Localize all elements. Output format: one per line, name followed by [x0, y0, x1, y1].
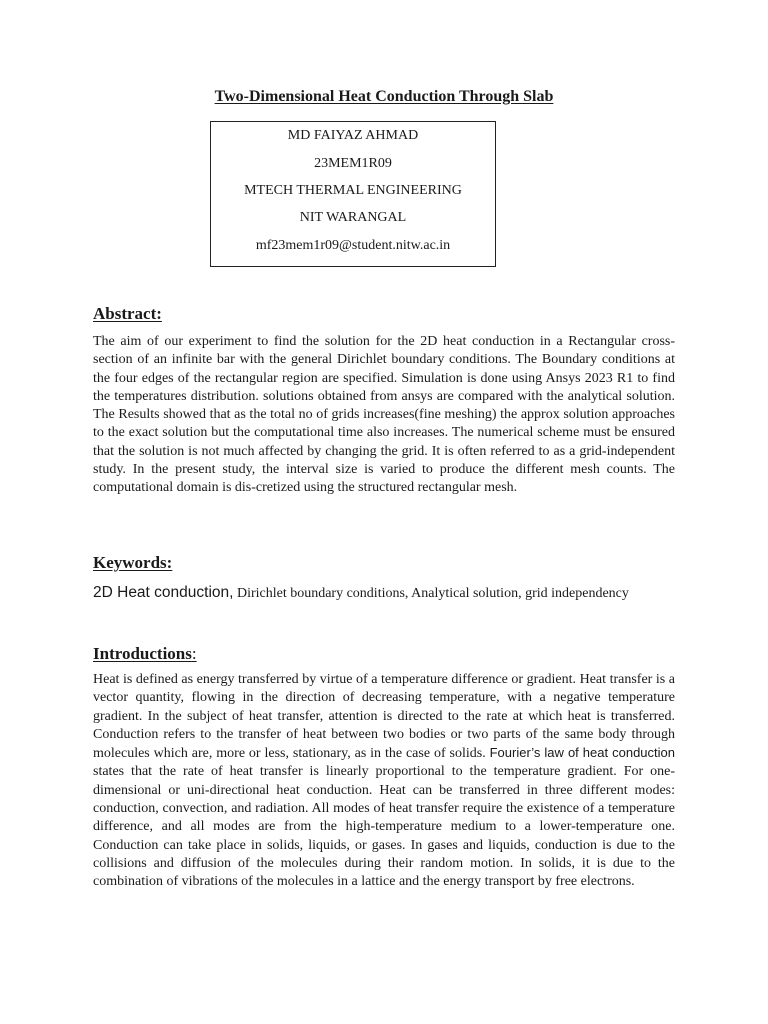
- author-program: MTECH THERMAL ENGINEERING: [244, 183, 462, 198]
- author-info-box: [210, 121, 496, 267]
- page-title: Two-Dimensional Heat Conduction Through Slab: [214, 88, 554, 105]
- abstract-heading: Abstract:: [93, 304, 162, 323]
- keywords-list: [93, 584, 693, 602]
- introduction-body-part1: Heat is defined as energy transferred by virtue of a temperature difference or gradient. Heat transfer is a vector quantity, flowing in the direction of decreasing temperature, with a negative temperature gradient. In the subject of heat transfer, attention is directed to the rate at which heat is transferred. Conduction refers to the transfer of heat between two bodies or two parts of the same body through molecules which are, more or less, stationary, as in the case of solids.: [93, 672, 675, 762]
- keywords-lead: 2D Heat conduction,: [93, 584, 234, 601]
- author-institute: NIT WARANGAL: [299, 210, 407, 225]
- introduction-heading-text: Introductions: [93, 644, 192, 663]
- keywords-rest: Dirichlet boundary conditions, Analytical solution, grid independency: [233, 586, 629, 601]
- author-name: MD FAIYAZ AHMAD: [287, 128, 419, 143]
- introduction-heading: [93, 644, 197, 664]
- introduction-heading-colon: :: [191, 644, 197, 663]
- keywords-heading: Keywords:: [93, 553, 173, 572]
- introduction-body: [93, 671, 675, 892]
- author-roll-number: 23MEM1R09: [314, 156, 392, 171]
- abstract-body: The aim of our experiment to find the solution for the 2D heat conduction in a Rectangular cross-section of an infinite bar with the general Dirichlet boundary conditions. The Boundary conditions at the four edges of the rectangular region are specified. Simulation is done using Ansys 2023 R1 to find the temperatures distribution. solutions obtained from ansys are compared with the analytical solution. The Results showed that as the total no of grids increases(fine meshing) the approx solution approaches to the exact solution but the computational time also increases. The numerical scheme must be ensured that the solution is not much affected by changing the grid. It is often referred to as a grid-independent study. In the present study, the interval size is varied to produce the different mesh counts. The computational domain is dis-cretized using the structured rectangular mesh.: [93, 334, 675, 496]
- fourier-law-phrase: Fourier’s law of heat conduction: [489, 745, 675, 761]
- author-email: mf23mem1r09@student.nitw.ac.in: [255, 238, 451, 253]
- introduction-body-part2: states that the rate of heat transfer is linearly proportional to the temperature gradient. For one-dimensional or uni-directional heat conduction. Heat can be transferred in three different modes: conduction, convection, and radiation. All modes of heat transfer require the existence of a temperature difference, and all modes are from the high-temperature medium to a lower-temperature one. Conduction can take place in solids, liquids, or gases. In gases and liquids, conduction is due to the collisions and diffusion of the molecules during their random motion. In solids, it is due to the combination of vibrations of the molecules in a lattice and the energy transport by free electrons.: [93, 764, 675, 890]
